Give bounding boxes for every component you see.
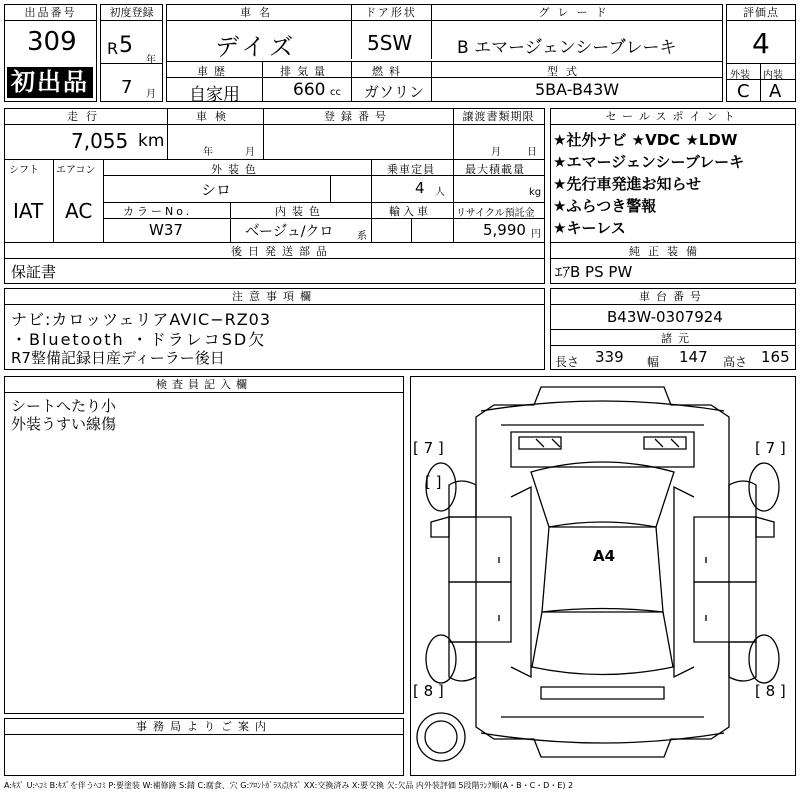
reg-year: 5 <box>119 33 133 58</box>
fuel-label: 燃料 <box>372 65 406 78</box>
mileage-unit: km <box>138 131 165 151</box>
weight-label: 最大積載量 <box>465 163 525 176</box>
chassis-number: B43W-0307924 <box>607 308 723 326</box>
divider <box>371 202 372 242</box>
inspection-year-unit: 年 <box>203 147 213 158</box>
inspector-label: 検査員記入欄 <box>5 377 403 393</box>
later-parts: 保証書 <box>11 263 57 281</box>
door-label: ドア形状 <box>351 5 431 21</box>
exterior-color: シロ <box>201 181 232 199</box>
chassis-box <box>550 288 796 370</box>
chassis-label: 車台番号 <box>551 289 795 305</box>
tire-front-right: [ 7 ] <box>755 439 786 457</box>
interior-color-suffix: 系 <box>357 231 367 242</box>
interior-label: 内装 <box>763 70 783 81</box>
history-label: 車歴 <box>197 65 231 78</box>
sales-points-box <box>550 108 796 284</box>
lot-number-box <box>4 4 97 102</box>
grade-label: グレード <box>431 5 722 21</box>
divider <box>167 109 168 159</box>
divider <box>103 159 104 242</box>
height-label: 高さ <box>723 355 748 369</box>
divider <box>101 63 162 64</box>
reg-year-unit: 年 <box>146 55 156 66</box>
color-no-label: カラーNo. <box>123 205 193 218</box>
note-line: ・Bluetooth ・ドラレコSD欠 <box>11 330 267 349</box>
divider <box>5 159 544 160</box>
divider <box>5 258 544 259</box>
sales-point-item: ★ふらつき警報 <box>553 197 657 215</box>
interior-color: ベ゙ージ゙ュ/クロ <box>245 224 334 240</box>
interior-grade: A <box>769 81 782 102</box>
width-value: 147 <box>679 348 708 366</box>
divider <box>351 61 352 101</box>
inspector-box <box>4 376 404 714</box>
reg-era: R <box>107 39 119 58</box>
note-line: ナビ:カロッツェリアAVIC−RZ03 <box>11 310 272 329</box>
door-type: 5SW <box>367 31 413 55</box>
transfer-label: 譲渡書類期限 <box>453 109 544 125</box>
damage-mark-a4: A4 <box>593 547 616 565</box>
sales-point-item: ★先行車発進お知らせ <box>553 175 701 193</box>
divider <box>551 345 795 346</box>
car-name-label: 車名 <box>167 5 351 21</box>
divider <box>727 79 795 80</box>
recycle-unit: 円 <box>531 229 541 240</box>
mileage-label: 走行 <box>5 109 167 125</box>
exterior-grade: C <box>737 81 750 102</box>
divider <box>103 218 544 219</box>
score-box <box>726 4 796 102</box>
exterior-label: 外装 <box>730 70 750 81</box>
score-label: 評価点 <box>727 5 795 21</box>
first-listing-badge: 初出品 <box>7 67 93 98</box>
shift-type: IAT <box>13 199 44 223</box>
notes-box <box>4 288 545 370</box>
registration-label: 初度登録 <box>101 5 162 21</box>
divider <box>453 159 454 242</box>
recycle-label: リサイクル預託金 <box>456 208 535 219</box>
aircon-type: AC <box>65 199 93 223</box>
divider <box>551 258 795 259</box>
notes-label: 注意事項欄 <box>5 289 544 305</box>
import-label: 輸入車 <box>389 205 431 218</box>
inspector-line: シートへたり小 <box>11 397 117 415</box>
length-value: 339 <box>595 348 624 366</box>
tire-rear-left: [ 8 ] <box>413 682 444 700</box>
divider <box>103 175 544 176</box>
sales-point-item: ★エマージェンシーブレーキ <box>553 153 745 171</box>
divider <box>453 109 454 159</box>
height-value: 165 <box>761 348 790 366</box>
divider <box>431 5 432 59</box>
weight-unit: kg <box>529 187 542 198</box>
lot-number-label: 出品番号 <box>5 5 96 21</box>
inspector-line: 外装うすい線傷 <box>11 415 117 433</box>
divider <box>760 63 761 101</box>
reg-month: 7 <box>121 77 133 98</box>
lot-number: 309 <box>27 27 77 57</box>
transfer-day-unit: 日 <box>527 147 537 158</box>
registration-no-label: 登録番号 <box>263 109 453 125</box>
car-diagram <box>411 377 794 774</box>
grade: B エマージ゙ェンシーブ゙レーキ <box>457 38 677 58</box>
divider <box>167 77 722 78</box>
spare-tire-mark: [ ] <box>425 473 442 491</box>
displacement: 660 <box>293 80 326 100</box>
legend-text: A:ｷｽﾞ U:ﾍｺﾐ B:ｷｽﾞを伴うﾍｺﾐ P:要塗装 W:補修跡 S:錆 C:腐食、穴 G:ﾌﾛﾝﾄｶﾞﾗｽ点ｷｽﾞ XX:交換済み X:要交換 欠:欠品 内外装評価 5段階ﾗﾝｸ順(A・B・C・D・E) 2 <box>4 781 574 790</box>
displacement-label: 排気量 <box>280 65 331 78</box>
sales-point-item: ★キーレス <box>553 219 626 237</box>
seat-capacity: 4 <box>415 179 425 197</box>
length-label: 長さ <box>555 355 580 369</box>
displacement-unit: cc <box>330 87 341 98</box>
divider <box>431 61 432 101</box>
vehicle-main-box <box>166 4 723 105</box>
sales-points-label: セールスポイント <box>551 109 795 125</box>
color-number: W37 <box>149 221 183 239</box>
color-label: 外装色 <box>211 163 262 176</box>
shift-label: シフト <box>9 165 39 176</box>
tire-front-left: [ 7 ] <box>413 439 444 457</box>
sales-point-item: ★社外ナビ ★VDC ★LDW <box>553 131 738 149</box>
overall-score: 4 <box>752 27 770 60</box>
vehicle-history: 自家用 <box>189 85 240 105</box>
aircon-label: エアコン <box>56 165 96 176</box>
mileage: 7,055 <box>71 129 129 153</box>
transfer-month-unit: 月 <box>491 147 501 158</box>
divider <box>411 218 412 242</box>
fuel-type: ガソリン <box>364 83 425 101</box>
divider <box>167 61 722 62</box>
inspection-month-unit: 月 <box>245 147 255 158</box>
car-diagram-box <box>410 376 796 776</box>
registration-box <box>100 4 163 102</box>
divider <box>263 109 264 159</box>
office-notice-box <box>4 718 404 776</box>
divider <box>230 202 231 242</box>
equipment-label: 純正装備 <box>629 245 705 258</box>
reg-month-unit: 月 <box>146 89 156 100</box>
divider <box>727 63 795 64</box>
standard-equipment: ｴｱB PS PW <box>555 263 633 281</box>
width-label: 幅 <box>647 355 660 369</box>
inspection-label: 車検 <box>167 109 263 125</box>
model-label: 型式 <box>547 65 585 78</box>
model-code: 5BA-B43W <box>535 80 620 99</box>
office-notice-label: 事務局よりご案内 <box>5 719 403 735</box>
divider <box>371 159 372 202</box>
car-name: デイズ <box>215 33 298 61</box>
divider <box>351 5 352 59</box>
seats-label: 乗車定員 <box>387 163 435 176</box>
recycle-fee: 5,990 <box>483 221 526 239</box>
seat-unit: 人 <box>435 187 445 198</box>
later-parts-label: 後日発送部品 <box>231 245 333 258</box>
details-box <box>4 108 545 284</box>
note-line: R7整備記録日産ディーラー後日 <box>11 349 225 367</box>
tire-rear-right: [ 8 ] <box>755 682 786 700</box>
dimensions-label: 諸元 <box>661 332 695 345</box>
interior-color-label: 内装色 <box>275 205 326 218</box>
divider <box>53 159 54 242</box>
divider <box>330 175 331 202</box>
divider <box>262 61 263 101</box>
